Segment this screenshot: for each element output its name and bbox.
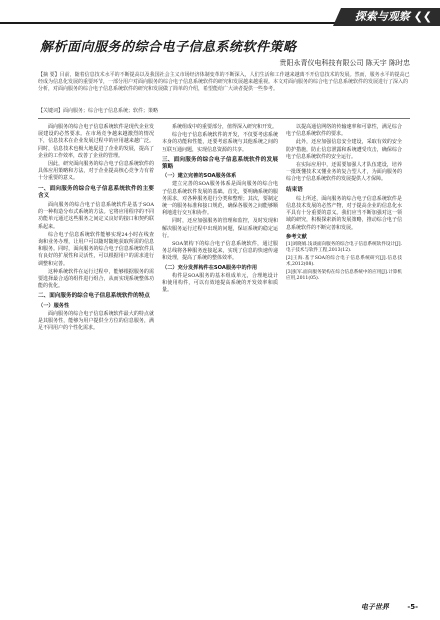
paragraph: 面向服务的综合电子信息系统软件是基于SOA的一种构造分布式系统的方法。它将应用程序的不同功能单元通过这些服务之间定义良好的接口和契约联系起来。 bbox=[38, 202, 154, 230]
abstract-rule bbox=[38, 118, 410, 119]
text-column-2 bbox=[162, 124, 278, 295]
paragraph: 建立完善的SOA服务体系是面向服务的综合电子信息系统软件发展的基础。首先，要明确系统的服务需求，对各种服务进行分类和整理；其次，要制定统一的服务标准和接口规范，确保各服务之间能够顺利地进行交互和协作。 bbox=[162, 181, 278, 217]
paragraph: 同时，还应加强服务的管理和监控，及时发现和解决服务运行过程中出现的问题，保证系统的稳定运行。 bbox=[162, 218, 278, 239]
subsection-heading: （一）建立完善的SOA服务体系 bbox=[162, 173, 237, 180]
section-heading: 结束语 bbox=[286, 186, 303, 193]
section-heading: 三、面向服务的综合电子信息系统软件的发展策略 bbox=[162, 156, 278, 171]
paragraph: 综上所述，面向服务的综合电子信息系统软件是信息技术发展的必然产物，对于提高企业的信息化水平具有十分重要的意义。我们应当不断加强对这一领域的研究，积极探索新的发展策略，推动综合电子信息系统软件的不断完善和发展。 bbox=[286, 195, 402, 231]
subsection-heading: （二）充分发挥构件在SOA服务中的作用 bbox=[162, 264, 258, 271]
section-heading: 一、面向服务的综合电子信息系统软件的主要含义 bbox=[38, 185, 154, 199]
text-column-3 bbox=[286, 124, 402, 283]
magazine-name: 电子世界 bbox=[360, 603, 389, 611]
page-footer bbox=[361, 602, 418, 612]
paragraph: 综合电子信息系统软件能够实现24小时在线查询和业务办理，让用户可以随时随地获取所需的信息和服务。同时，面向服务的综合电子信息系统软件具有良好的扩展性和灵活性，可以根据用户的需求进行调整和完善。 bbox=[38, 231, 154, 267]
paragraph: 以提高通信网络的传输速率和可靠性，满足综合电子信息系统软件的要求。 bbox=[286, 124, 402, 138]
paragraph: 面向服务的综合电子信息系统软件是现代企业发展建设的必然要求。在市场竞争越来越激烈的情况下，信息技术在企业发展过程中的应用越来越广泛。同时，信息技术也极大地促进了企业的发展，提高了企业的工作效率，改善了企业的管理。 bbox=[38, 124, 154, 159]
paragraph: 因此，研究面向服务的综合电子信息系统软件的具体应用策略和方法，对于企业提高核心竞争力有着十分重要的意义。 bbox=[38, 161, 154, 182]
article-abstract: 【摘 要】目前，随着信息技术水平的不断提高以及我国社会主义市场经济体制变革的不断深入，人们生活和工作越来越离不开信息技术的发展。然而，服务水平的提高已经成为信息化发展的重要环节，一部分用户对面向服务的综合电子信息系统软件的研究和发展越来越重视。本文对面向服务的综合电子信息系统软件的发展进行了深入的分析，对面向服务的综合电子信息系统软件的研究和发展做了简单的介绍，希望能给广大读者提供一些参考。 bbox=[38, 72, 410, 92]
article-title: 解析面向服务的综合电子信息系统软件策略 bbox=[40, 40, 297, 55]
article-keywords: 【关键词】面向服务；综合电子信息系统；软件；策略 bbox=[38, 108, 159, 114]
header-bar bbox=[0, 0, 440, 28]
paragraph: 此外，还应加强信息安全建设，采取有效的安全防护措施，防止信息泄露和系统遭受攻击，确保综合电子信息系统软件的安全运行。 bbox=[286, 139, 402, 160]
paragraph: 这种系统软件在运行过程中，能够根据服务的需要选择最合适的组件进行组合，从而实现系统整体功能的优化。 bbox=[38, 268, 154, 290]
paragraph: 综合电子信息系统软件的开发，不仅要考虑系统本身的功能和性能，还要考虑系统与其他系统之间的互联互通问题，实现信息资源的共享。 bbox=[162, 132, 278, 153]
paragraph: SOA架构下的综合电子信息系统软件，通过服务总线将各种服务连接起来，实现了信息的快速传递和处理，提高了系统的整体效率。 bbox=[162, 241, 278, 262]
paragraph: 系统组成中的重要部分，值得深入研究和开发。 bbox=[172, 124, 278, 130]
paragraph: 面向服务的综合电子信息系统软件最大的特点就是其服务性，能够为用户提供全方位的信息服务，满足不同用户的个性化需求。 bbox=[38, 310, 154, 332]
section-tab: 探索与观察 ❮❮ bbox=[341, 8, 440, 26]
references-heading: 参考文献 bbox=[286, 233, 307, 240]
section-heading: 二、面向服务的综合电子信息系统软件的特点 bbox=[38, 293, 150, 300]
text-column-1 bbox=[38, 124, 154, 333]
paragraph: 构件是SOA服务的基本组成单元，合理地设计和使用构件，可以有效地提高系统的开发效率和质量。 bbox=[162, 272, 278, 294]
reference-item: [2]王海.基于SOA的综合电子信息系统研究[J].信息技术,2012(08). bbox=[286, 255, 402, 268]
reference-item: [1]刘晓娟.浅谈面向服务的综合电子信息系统软件设计[J].电子技术与软件工程,2013(12). bbox=[286, 242, 402, 254]
reference-item: [3]张军.面向服务架构在综合信息系统中的应用[J].计算机应用,2011(05). bbox=[286, 269, 402, 282]
paragraph: 在实际应用中，还需要加强人才队伍建设，培养一批既懂技术又懂业务的复合型人才，为面向服务的综合电子信息系统软件的发展提供人才保障。 bbox=[286, 162, 402, 183]
article-author: 贵阳永青仪电科技有限公司 陈天宇 陈时忠 bbox=[279, 59, 410, 67]
subsection-heading: （一）服务性 bbox=[38, 302, 70, 309]
page-number: -5- bbox=[407, 603, 418, 611]
